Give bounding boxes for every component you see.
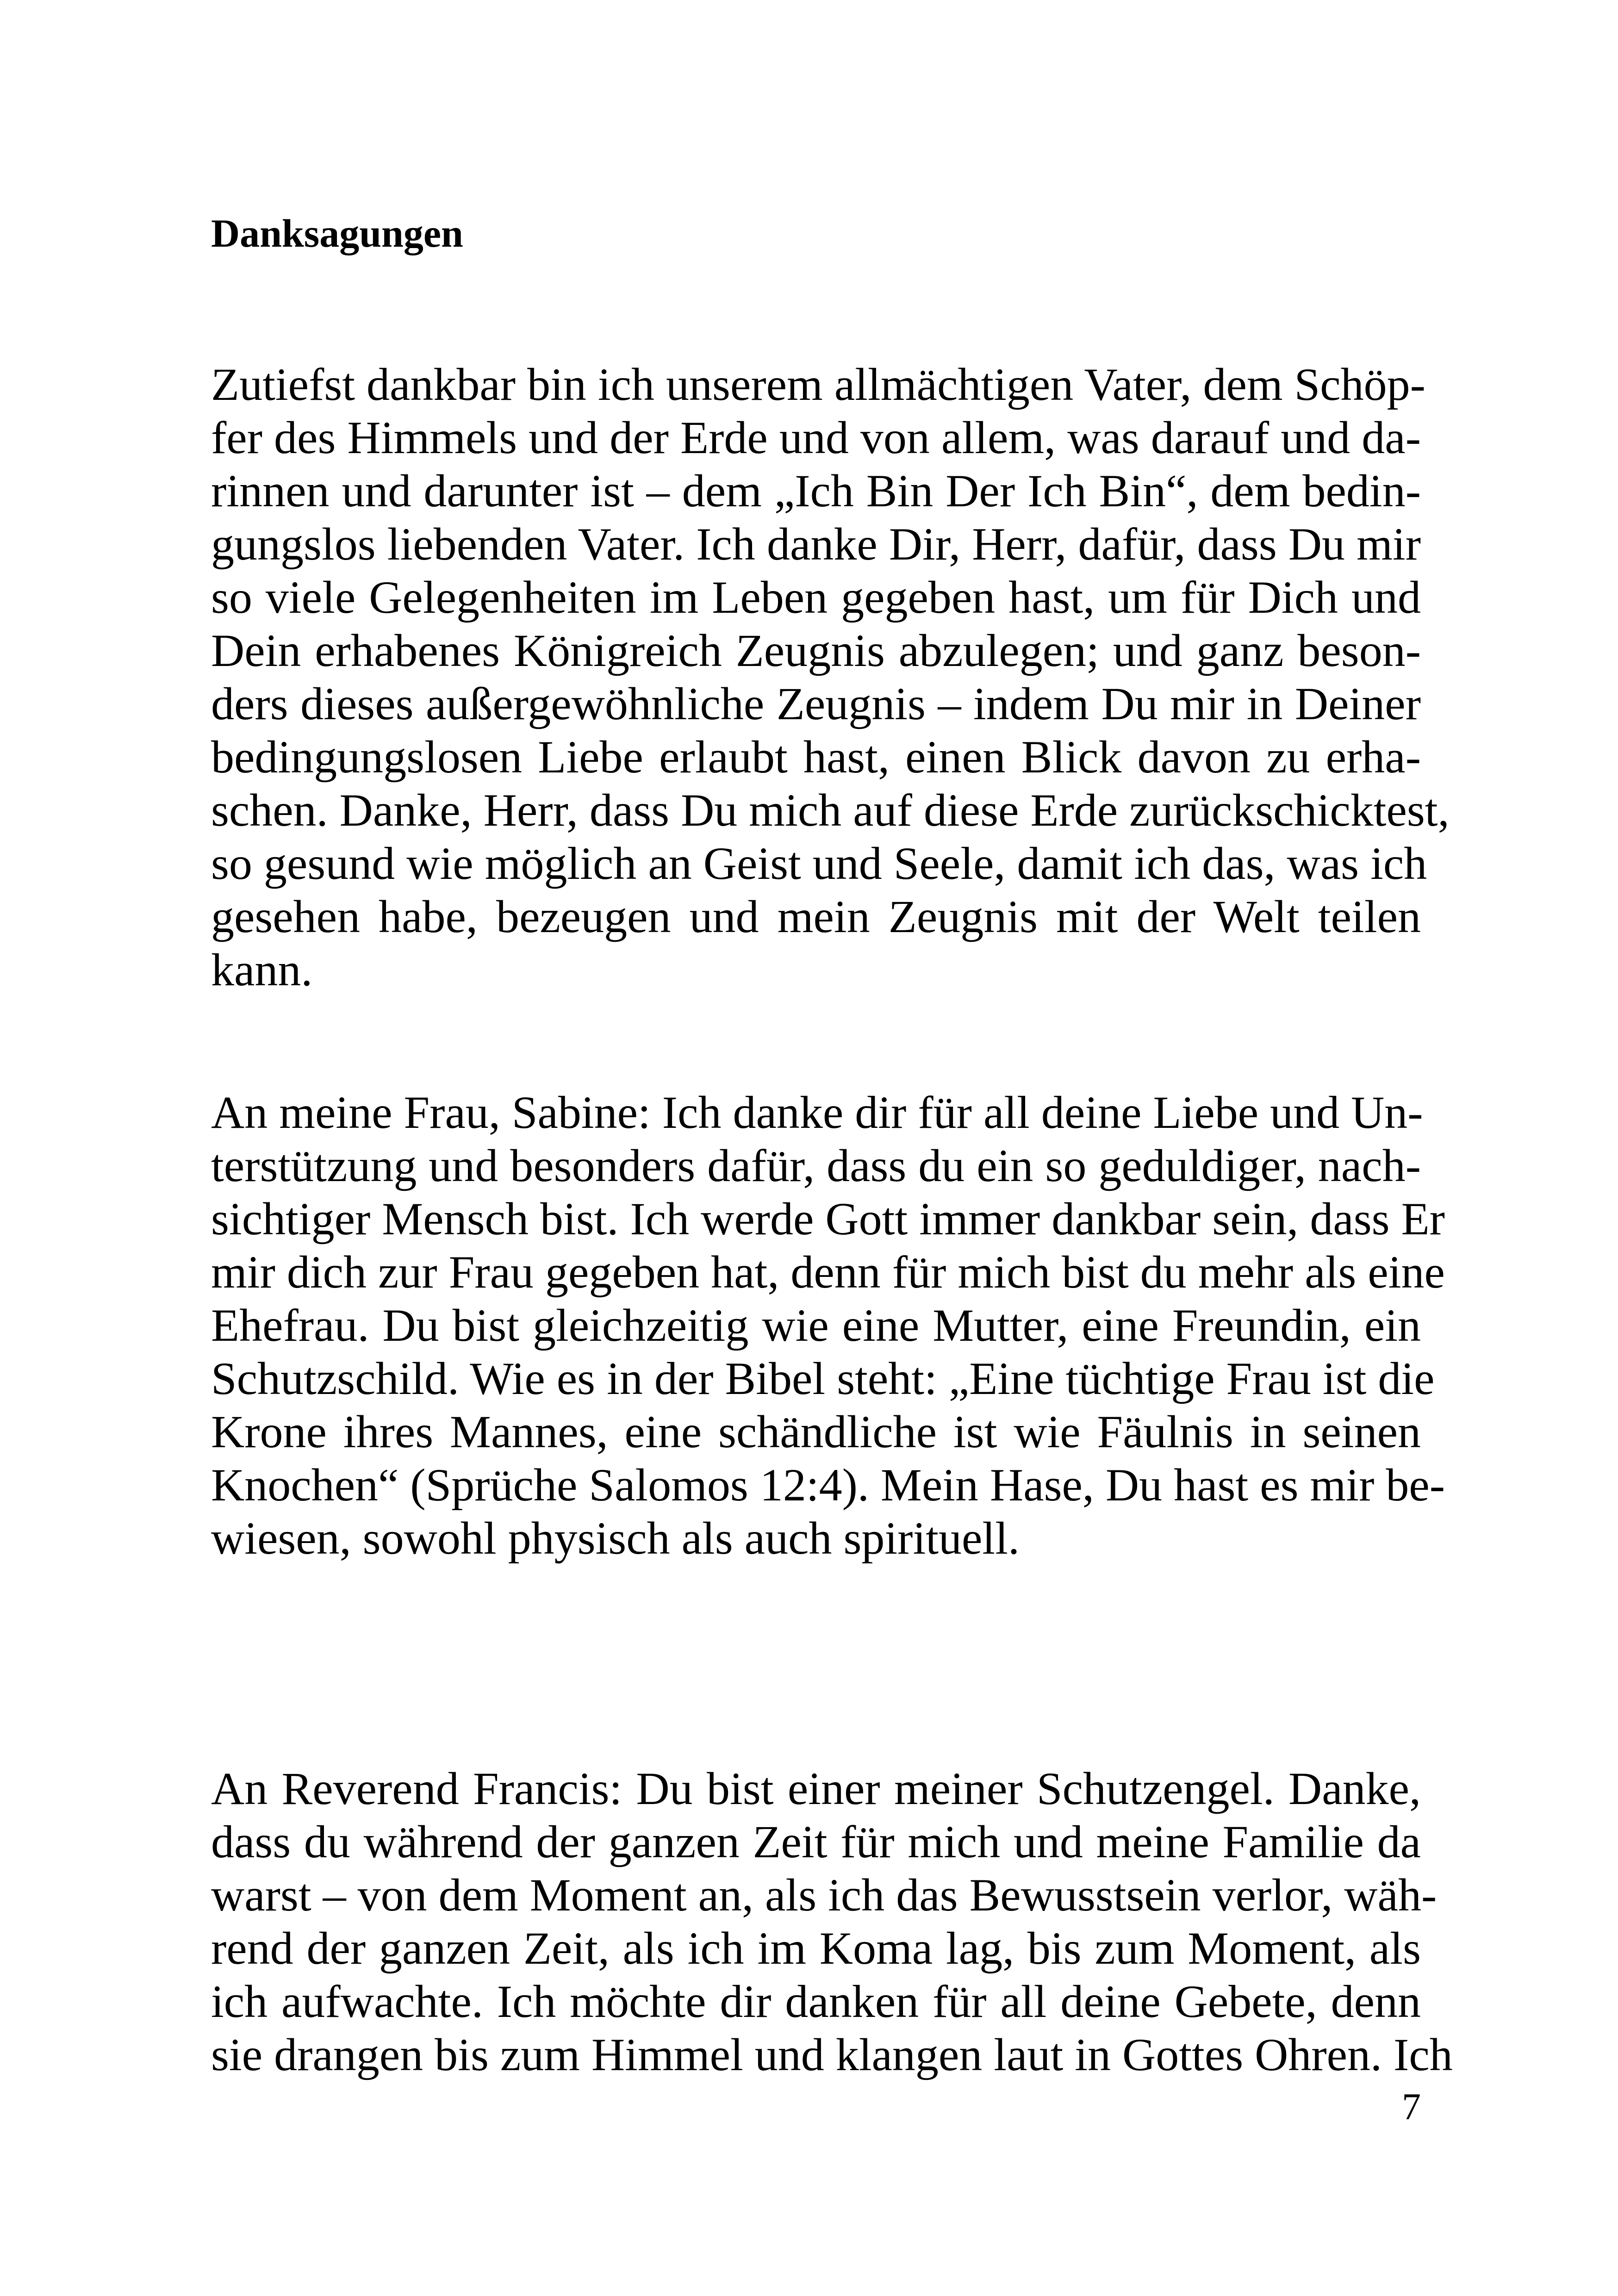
text-line: sie drangen bis zum Himmel und klangen laut in Gottes Ohren. Ich (211, 2029, 1453, 2080)
text-line: gungslos liebenden Vater. Ich danke Dir, Herr, dafür, dass Du mir (211, 518, 1421, 570)
text-line: wiesen, sowohl physisch als auch spirituell. (211, 1512, 1020, 1564)
book-page (211, 0, 1453, 2296)
text-line: An Reverend Francis: Du bist einer meiner Schutzengel. Danke, (211, 1763, 1421, 1814)
paragraph-3 (211, 1762, 1453, 2081)
page-number: 7 (1402, 2085, 1421, 2128)
text-line: Knochen“ (Sprüche Salomos 12:4). Mein Hase, Du hast es mir be- (211, 1459, 1445, 1511)
text-line: schen. Danke, Herr, dass Du mich auf diese Erde zurückschicktest, (211, 784, 1450, 836)
paragraph-1 (211, 358, 1450, 996)
text-line: An meine Frau, Sabine: Ich danke dir für all deine Liebe und Un- (211, 1087, 1423, 1138)
text-line: warst – von dem Moment an, als ich das Bewusstsein verlor, wäh- (211, 1869, 1437, 1921)
text-line: Krone ihres Mannes, eine schändliche ist wie Fäulnis in seinen (211, 1406, 1421, 1457)
paragraph-2 (211, 1086, 1445, 1565)
text-line: so viele Gelegenheiten im Leben gegeben hast, um für Dich und (211, 572, 1421, 623)
text-line: ich aufwachte. Ich möchte dir danken für all deine Gebete, denn (211, 1976, 1421, 2027)
text-line: Dein erhabenes Königreich Zeugnis abzulegen; und ganz beson- (211, 625, 1421, 676)
text-line: dass du während der ganzen Zeit für mich und meine Familie da (211, 1816, 1421, 1867)
text-line: bedingungslosen Liebe erlaubt hast, einen Blick davon zu erha- (211, 731, 1421, 783)
text-line: sichtiger Mensch bist. Ich werde Gott immer dankbar sein, dass Er (211, 1193, 1445, 1244)
text-line: rinnen und darunter ist – dem „Ich Bin Der Ich Bin“, dem bedin- (211, 465, 1421, 516)
text-line: rend der ganzen Zeit, als ich im Koma lag, bis zum Moment, als (211, 1923, 1421, 1974)
text-line: gesehen habe, bezeugen und mein Zeugnis mit der Welt teilen (211, 891, 1421, 942)
text-line: mir dich zur Frau gegeben hat, denn für mich bist du mehr als eine (211, 1246, 1445, 1298)
text-line: fer des Himmels und der Erde und von allem, was darauf und da- (211, 412, 1421, 463)
text-line: terstützung und besonders dafür, dass du ein so geduldiger, nach- (211, 1140, 1421, 1191)
text-line: Schutzschild. Wie es in der Bibel steht: „Eine tüchtige Frau ist die (211, 1353, 1435, 1404)
text-line: Zutiefst dankbar bin ich unserem allmächtigen Vater, dem Schöp- (211, 359, 1425, 410)
text-line: so gesund wie möglich an Geist und Seele, damit ich das, was ich (211, 838, 1427, 889)
text-line: kann. (211, 944, 313, 996)
text-line: ders dieses außergewöhnliche Zeugnis – indem Du mir in Deiner (211, 678, 1421, 729)
page-heading: Danksagungen (211, 211, 463, 255)
text-line: Ehefrau. Du bist gleichzeitig wie eine Mutter, eine Freundin, ein (211, 1300, 1421, 1351)
